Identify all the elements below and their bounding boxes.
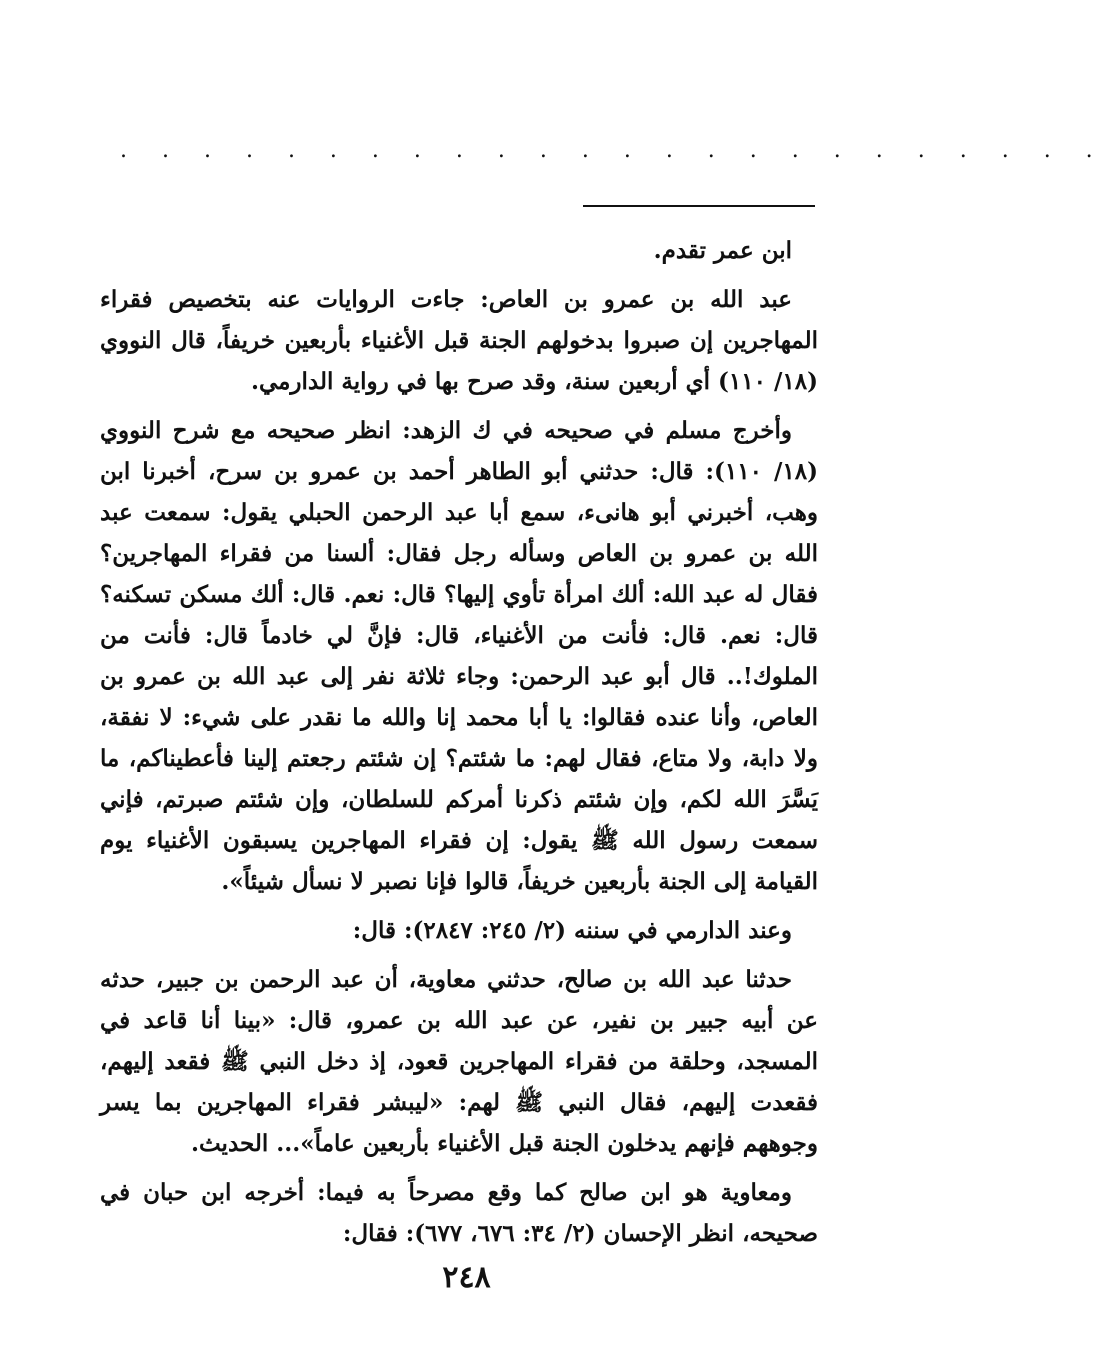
paragraph-3: وأخرج مسلم في صحيحه في ك الزهد: انظر صحيحه مع شرح النووي (١٨/ ١١٠): قال: حدثني أبو الطاهر أحمد بن عمرو بن سرح، أخبرنا ابن وهب، أخبرني أبو هانىء، سمع أبا عبد الرحمن الحبلي يقول: سمعت عبد الله بن عمرو بن العاص وسأله رجل فقال: ألسنا من فقراء المهاجرين؟ فقال له عبد الله: ألك امرأة تأوي إليها؟ قال: نعم. قال: ألك مسكن تسكنه؟ قال: نعم. قال: فأنت من الأغنياء، قال: فإنَّ لي خادماً قال: فأنت من الملوك!.. قال أبو عبد الرحمن: وجاء ثلاثة نفر إلى عبد الله بن عمرو بن العاص، وأنا عنده فقالوا: يا أبا محمد إنا والله ما نقدر على شيء: لا نفقة، ولا دابة، ولا متاع، فقال لهم: ما شئتم؟ إن شئتم رجعتم إلينا فأعطيناكم، ما يَسَّرَ الله لكم، وإن شئتم ذكرنا أمركم للسلطان، وإن شئتم صبرتم، فإني سمعت رسول الله ﷺ يقول: إن فقراء المهاجرين يسبقون الأغنياء يوم القيامة إلى الجنة بأربعين خريفاً، قالوا فإنا نصبر لا نسأل شيئاً». bbox=[100, 417, 818, 895]
paragraph-2: عبد الله بن عمرو بن العاص: جاءت الروايات عنه بتخصيص فقراء المهاجرين إن صبروا بدخولهم الجنة قبل الأغنياء بأربعين خريفاً، قال النووي (١٨/ ١١٠) أي أربعين سنة، وقد صرح بها في رواية الدارمي. bbox=[100, 286, 818, 395]
page-number: ٢٤٨ bbox=[442, 1260, 491, 1295]
paragraph-5: حدثنا عبد الله بن صالح، حدثني معاوية، أن عبد الرحمن بن جبير، حدثه عن أبيه جبير بن نفير، عن عبد الله بن عمرو، قال: «بينا أنا قاعد في المسجد، وحلقة من فقراء المهاجرين قعود، إذ دخل النبي ﷺ فقعد إليهم، فقعدت إليهم، فقال النبي ﷺ لهم: «ليبشر فقراء المهاجرين بما يسر وجوههم فإنهم يدخلون الجنة قبل الأغنياء بأربعين عاماً»... الحديث. bbox=[100, 966, 818, 1157]
ellipsis-separator: . . . . . . . . . . . . . . . . . . . . . . . . bbox=[120, 138, 1107, 163]
paragraph-4: وعند الدارمي في سننه (٢/ ٢٤٥: ٢٨٤٧): قال: bbox=[352, 917, 792, 944]
page-body bbox=[100, 230, 818, 1262]
paragraph-6: ومعاوية هو ابن صالح كما وقع مصرحاً به فيما: أخرجه ابن حبان في صحيحه، انظر الإحسان (٢/ ٣٤: ٦٧٦، ٦٧٧): فقال: bbox=[100, 1179, 818, 1247]
footnote-rule bbox=[583, 205, 815, 207]
paragraph-1: ابن عمر تقدم. bbox=[653, 237, 792, 264]
